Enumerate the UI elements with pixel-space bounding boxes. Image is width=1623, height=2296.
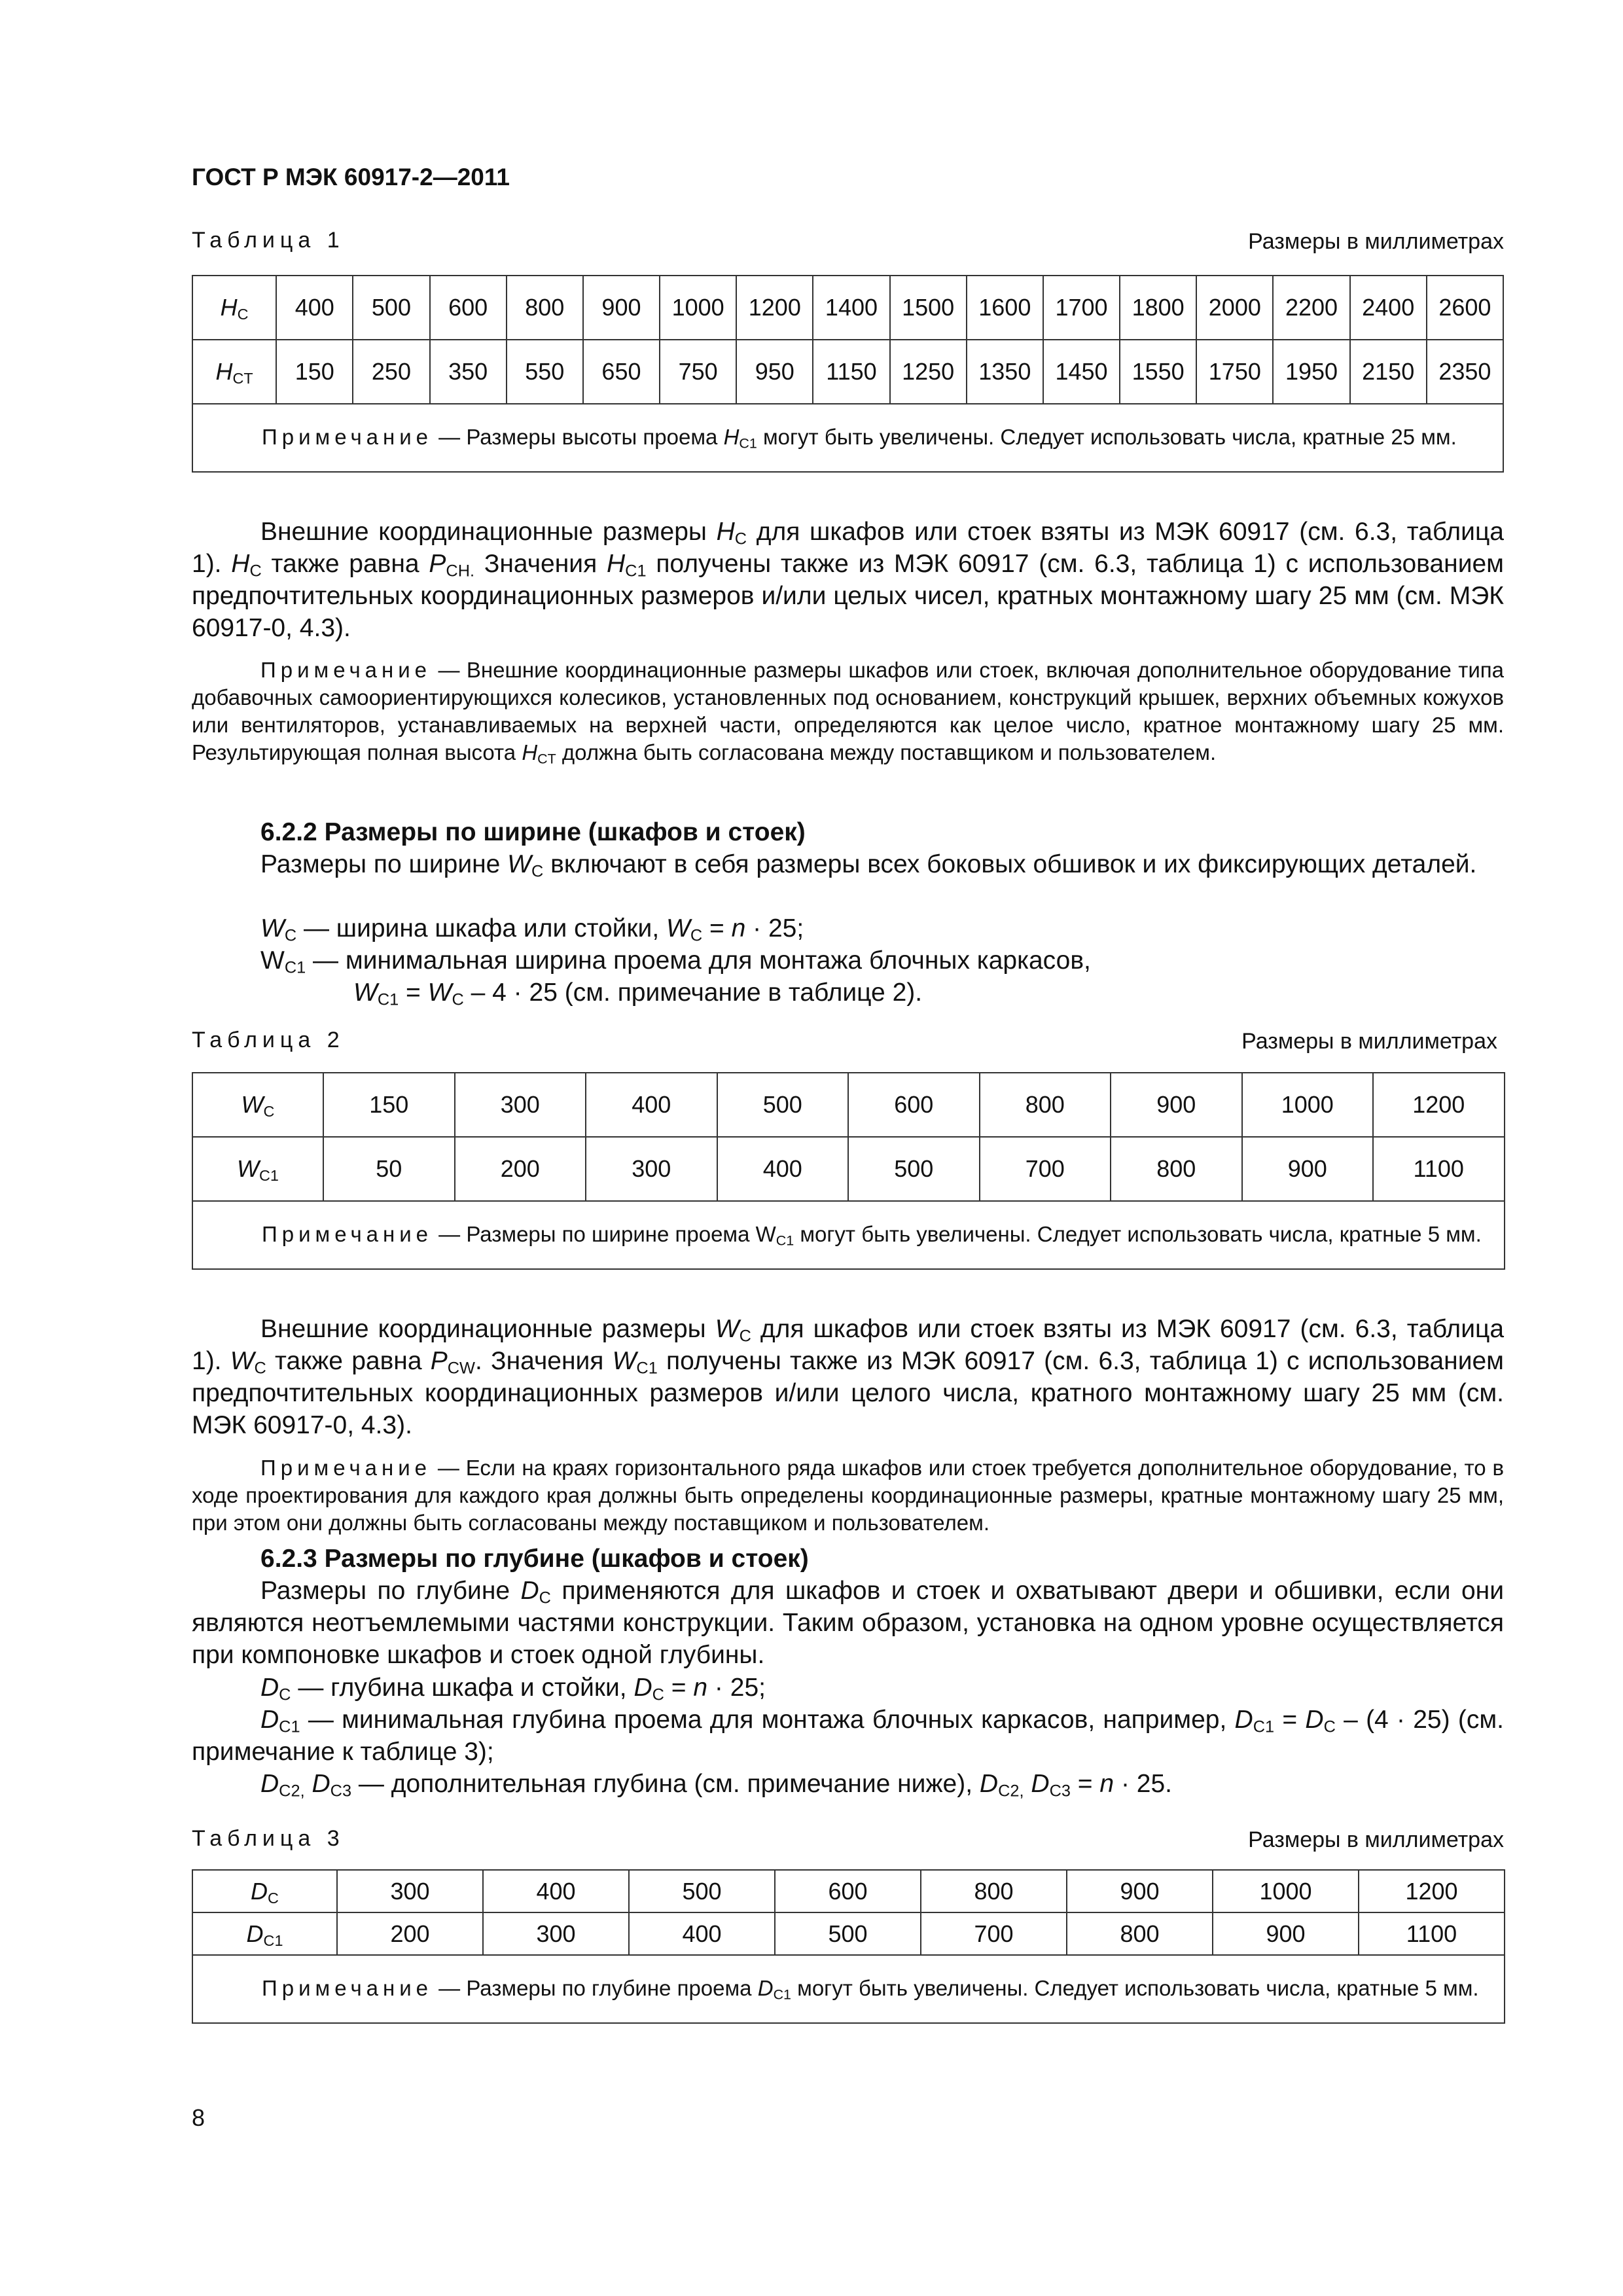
section-heading-6-2-2: 6.2.2 Размеры по ширине (шкафов и стоек) (260, 818, 806, 846)
table3-cell: 600 (775, 1870, 921, 1912)
table2 (192, 1072, 1505, 1270)
page-number: 8 (192, 2104, 205, 2131)
table2-cell: 500 (848, 1137, 980, 1201)
table1-cell: 2600 (1427, 276, 1503, 340)
table2-cell: 800 (980, 1073, 1111, 1137)
table1-cell: 400 (276, 276, 353, 340)
table1-cell: 1350 (967, 340, 1043, 404)
definition-wc: $W_C$ — ширина шкафа или стойки, $W_C = n \cdot 25$; (260, 914, 804, 945)
table1-cell: 600 (430, 276, 507, 340)
table1-cell: 1700 (1043, 276, 1120, 340)
table1-cell: 250 (353, 340, 429, 404)
table1-cell: 1750 (1196, 340, 1273, 404)
table2-cell: 300 (586, 1137, 717, 1201)
table1-cell: 1600 (967, 276, 1043, 340)
table1-cell: 800 (507, 276, 583, 340)
table1-cell: 650 (583, 340, 660, 404)
table2-row1-label: $W_C$ (192, 1073, 323, 1137)
table3-row1-label: $D_C$ (192, 1870, 337, 1912)
table2-units: Размеры в миллиметрах (1241, 1029, 1497, 1054)
table1-cell: 1550 (1120, 340, 1196, 404)
table2-cell: 400 (717, 1137, 849, 1201)
table1-row2-label: $H_{CT}$ (192, 340, 276, 404)
table2-cell: 1000 (1242, 1073, 1374, 1137)
table2-cell: 400 (586, 1073, 717, 1137)
table1-row-hc (192, 276, 1503, 340)
table2-cell: 900 (1242, 1137, 1374, 1201)
definition-dc2-dc3: $D_{C2,}$ $D_{C3}$ — дополнительная глубина (см. примечание ниже), $D_{C2,}$ $D_{C3} = n \cdot 25$. (260, 1770, 1172, 1801)
table1-cell: 350 (430, 340, 507, 404)
table3-cell: 400 (483, 1870, 629, 1912)
definition-dc1: $D_{C1}$ — минимальная глубина проема для монтажа блочных каркасов, например, $D_{C1} = D_C - (4 \cdot 25)$ (см. примечание к таблице 3); (192, 1706, 1504, 1766)
table3-note: Примечание — Размеры по глубине проема $D_{C1}$ могут быть увеличены. Следует использовать числа, кратные 5 мм. (192, 1955, 1505, 2023)
table3-cell: 700 (921, 1912, 1067, 1955)
table2-caption: Таблица 2 (192, 1028, 345, 1052)
table1-cell: 1800 (1120, 276, 1196, 340)
table3-cell: 800 (1067, 1912, 1213, 1955)
table1-note: Примечание — Размеры высоты проема $H_{C1}$ могут быть увеличены. Следует использовать числа, кратные 25 мм. (192, 404, 1503, 472)
table2-cell: 700 (980, 1137, 1111, 1201)
table1-cell: 1500 (890, 276, 967, 340)
table1-row1-label: $H_C$ (192, 276, 276, 340)
table1-note-row (192, 404, 1503, 472)
table2-cell: 150 (323, 1073, 455, 1137)
table1-cell: 2350 (1427, 340, 1503, 404)
table2-cell: 200 (455, 1137, 586, 1201)
table3-row2-label: $D_{C1}$ (192, 1912, 337, 1955)
table1-caption: Таблица 1 (192, 228, 345, 253)
table1-cell: 500 (353, 276, 429, 340)
table1-cell: 1450 (1043, 340, 1120, 404)
note-horizontal-row: Примечание — Если на краях горизонтального ряда шкафов или стоек требуется дополнительное оборудование, то в ходе проектирования для каждого края должны быть определены координационные размеры, кратные монтажному шагу 25 мм, при этом они должны быть согласованы между поставщиком и пользователем. (192, 1456, 1504, 1535)
table1-cell: 1200 (736, 276, 813, 340)
table3-caption: Таблица 3 (192, 1826, 345, 1851)
table2-row2-label: $W_{C1}$ (192, 1137, 323, 1201)
table3-row-dc1 (192, 1912, 1505, 1955)
formula-wc1: $W_{C1} = W_C - 4 \cdot 25$ (см. примечание в таблице 2). (353, 978, 923, 1009)
table2-cell: 600 (848, 1073, 980, 1137)
table2-note-row (192, 1201, 1505, 1269)
table3 (192, 1869, 1505, 2024)
table3-cell: 300 (337, 1870, 483, 1912)
table2-cell: 50 (323, 1137, 455, 1201)
table1-units: Размеры в миллиметрах (1248, 229, 1504, 254)
table3-cell: 400 (629, 1912, 775, 1955)
table3-cell: 800 (921, 1870, 1067, 1912)
table1-cell: 750 (660, 340, 736, 404)
paragraph-width-dimensions: Размеры по ширине $W_C$ включают в себя размеры всех боковых обшивок и их фиксирующих деталей. (260, 850, 1477, 881)
table3-cell: 500 (775, 1912, 921, 1955)
note-external-dimensions: Примечание — Внешние координационные размеры шкафов или стоек, включая дополнительное оборудование типа добавочных самоориентирующихся колесиков, установленных под основанием, конструкций крышек, верхних объемных кожухов или вентиляторов, устанавливаемых на верхней части, определяются как целое число, кратное монтажному шагу 25 мм. Результирующая полная высота $H_{CT}$ должна быть согласована между поставщиком и пользователем. (192, 658, 1504, 767)
table1-cell: 550 (507, 340, 583, 404)
table2-cell: 500 (717, 1073, 849, 1137)
table2-cell: 300 (455, 1073, 586, 1137)
document-header: ГОСТ Р МЭК 60917-2—2011 (192, 164, 510, 190)
table3-cell: 900 (1067, 1870, 1213, 1912)
table2-cell: 1200 (1373, 1073, 1505, 1137)
table3-units: Размеры в миллиметрах (1248, 1827, 1504, 1852)
table1-cell: 1400 (813, 276, 889, 340)
table1-cell: 2150 (1350, 340, 1427, 404)
table2-cell: 900 (1111, 1073, 1242, 1137)
table1 (192, 275, 1504, 473)
table1-cell: 950 (736, 340, 813, 404)
table1-cell: 150 (276, 340, 353, 404)
table3-cell: 1000 (1213, 1870, 1359, 1912)
table1-row-hct (192, 340, 1503, 404)
table1-cell: 1000 (660, 276, 736, 340)
paragraph-wc-dimensions: Внешние координационные размеры $W_C$ для шкафов или стоек взяты из МЭК 60917 (см. 6.3, таблица 1). $W_C$ также равна $P_{CW}$. Значения $W_{C1}$ получены также из МЭК 60917 (см. 6.3, таблица 1) с использованием предпочтительных координационных размеров и/или целого числа, кратного монтажному шагу 25 мм (см. МЭК 60917-0, 4.3). (192, 1315, 1505, 1439)
table1-cell: 1250 (890, 340, 967, 404)
table3-cell: 300 (483, 1912, 629, 1955)
table3-note-row (192, 1955, 1505, 2023)
table2-cell: 1100 (1373, 1137, 1505, 1201)
table3-cell: 200 (337, 1912, 483, 1955)
table2-note: Примечание — Размеры по ширине проема $W_{C1}$ могут быть увеличены. Следует использовать числа, кратные 5 мм. (192, 1201, 1505, 1269)
table1-cell: 2400 (1350, 276, 1427, 340)
table2-row-wc (192, 1073, 1505, 1137)
table3-cell: 1200 (1359, 1870, 1505, 1912)
paragraph-hc-dimensions: Внешние координационные размеры $H_C$ для шкафов или стоек взяты из МЭК 60917 (см. 6.3, таблица 1). $H_C$ также равна $P_{CH.}$ Значения $H_{C1}$ получены также из МЭК 60917 (см. 6.3, таблица 1) с использованием предпочтительных координационных размеров и/или целых чисел, кратных монтажному шагу 25 мм (см. МЭК 60917-0, 4.3). (192, 518, 1504, 642)
table2-cell: 800 (1111, 1137, 1242, 1201)
table1-cell: 2000 (1196, 276, 1273, 340)
table1-cell: 1950 (1273, 340, 1349, 404)
paragraph-depth-dimensions: Размеры по глубине $D_C$ применяются для шкафов и стоек и охватывают двери и обшивки, если они являются неотъемлемыми частями конструкции. Таким образом, установка на одном уровне осуществляется при компоновке шкафов и стоек одной глубины. (192, 1577, 1504, 1669)
table3-cell: 1100 (1359, 1912, 1505, 1955)
table3-row-dc (192, 1870, 1505, 1912)
section-heading-6-2-3: 6.2.3 Размеры по глубине (шкафов и стоек) (260, 1545, 809, 1573)
table1-cell: 1150 (813, 340, 889, 404)
table1-cell: 2200 (1273, 276, 1349, 340)
definition-wc1: $W_{C1}$ — минимальная ширина проема для монтажа блочных каркасов, (260, 946, 1091, 977)
table3-cell: 500 (629, 1870, 775, 1912)
definition-dc: $D_C$ — глубина шкафа и стойки, $D_C = n \cdot 25$; (260, 1674, 766, 1704)
table3-cell: 900 (1213, 1912, 1359, 1955)
table2-row-wc1 (192, 1137, 1505, 1201)
table1-cell: 900 (583, 276, 660, 340)
